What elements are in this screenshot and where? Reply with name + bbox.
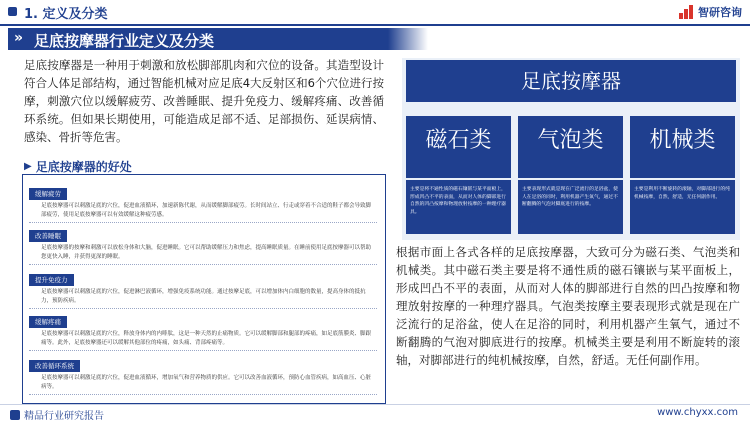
benefit-text: 足底按摩器的按摩和刺激可以放松身体和大脑，促进睡眠。它可以帮助缓解压力和焦虑，提高睡眠质量。在睡前使用足底按摩器可以帮助您更快入睡，并获得更深的睡眠。 — [29, 242, 377, 265]
page-title-bar — [8, 28, 388, 50]
category-mechanical: 机械类 — [630, 116, 735, 178]
benefit-title: 提升免疫力 — [29, 274, 74, 286]
section-marker-icon — [8, 7, 17, 16]
classification-paragraph: 根据市面上各式各样的足底按摩器，大致可分为磁石类、气泡类和机械类。其中磁石类主要是将不通性质的磁石镶嵌与某平面板上，形成凹凸不平的表面，从而对人体的脚部进行自然的凹凸按摩和物理放射按摩的一种理疗器具。气泡类按摩主要表现形式就是现在广泛流行的足浴盆，使人在足浴的同时，利用机器产生氧气，通过不断翻腾的气泡对脚底进行的按摩。机械类主要是利用不断旋转的滚轴，对脚部进行的纯机械按摩，自然，舒适。无任何副作用。 — [396, 245, 740, 367]
title-gradient — [388, 28, 428, 50]
brand-logo[interactable] — [679, 4, 742, 20]
brand-bars-icon — [679, 5, 695, 19]
category-magnet-desc: 主要是将不通性质的磁石镶嵌与某平面板上，形成凹凸不平的表面，从而对人体的脚部进行自然的凹凸按摩和物理放射按摩的一种理疗器具。 — [406, 180, 511, 234]
section-label: 1. 定义及分类 — [24, 7, 108, 22]
benefit-item — [29, 309, 377, 351]
benefit-title: 改善循环系统 — [29, 360, 80, 372]
benefit-text: 足底按摩器可以刺激足底的穴位，促进血液循环，加速新陈代谢，从而缓解脚部疲劳。长时间站立、行走或穿着不合适的鞋子都会导致脚部疲劳，使用足底按摩器可以有效缓解这种疲劳感。 — [29, 200, 377, 223]
brand-name: 智研咨询 — [698, 6, 742, 19]
benefit-text: 足底按摩器可以刺激足底的穴位，促进血液循环，增加氧气和营养物质的供应。它可以改善血液循环，预防心血管疾病，如高血压、心脏病等。 — [29, 372, 377, 395]
category-mechanical-desc: 主要是利用不断旋转的滚轴，对脚部进行的纯机械按摩，自然，舒适，无任何副作用。 — [630, 180, 735, 234]
benefit-item — [29, 181, 377, 223]
benefit-title: 缓解疼痛 — [29, 316, 67, 328]
category-magnet: 磁石类 — [406, 116, 511, 178]
double-chevron-icon: » — [14, 30, 24, 46]
category-bubble: 气泡类 — [518, 116, 623, 178]
triangle-right-icon: ▶ — [24, 161, 32, 172]
category-bubble-desc: 主要表现形式就是现在广泛流行的足浴盆，使人在足浴的同时，利用机器产生氧气，通过不断翻腾的气泡对脚底进行的按摩。 — [518, 180, 623, 234]
footer-left-label: 精品行业研究报告 — [24, 411, 104, 422]
benefits-panel — [22, 174, 386, 404]
benefit-text: 足底按摩器可以刺激足底的穴位，促进淋巴液循环，增强免疫系统功能。通过按摩足底，可以增加体内白细胞的数量，提高身体的抵抗力，预防疾病。 — [29, 286, 377, 309]
benefit-item — [29, 223, 377, 265]
footer-left — [10, 407, 104, 422]
benefits-heading — [24, 158, 132, 175]
benefit-item — [29, 267, 377, 309]
benefit-text: 足底按摩器可以刺激足底的穴位，释放身体内的内啡肽，这是一种天然的止痛物质。它可以缓解脚部和腿部的疼痛，如足底筋膜炎、脚跟痛等。此外，足底按摩器还可以缓解其他部位的疼痛，如头痛、背部疼痛等。 — [29, 328, 377, 351]
benefit-title: 缓解疲劳 — [29, 188, 67, 200]
page-title: 足底按摩器行业定义及分类 — [34, 32, 215, 50]
benefits-heading-label: 足底按摩器的好处 — [35, 160, 132, 174]
benefit-title: 改善睡眠 — [29, 230, 67, 242]
benefit-item — [29, 353, 377, 395]
footer-bar — [0, 404, 750, 423]
classification-root: 足底按摩器 — [406, 60, 736, 102]
top-header-bar — [0, 0, 750, 26]
report-icon — [10, 410, 20, 420]
footer-url-link[interactable]: www.chyxx.com — [657, 407, 738, 418]
definition-paragraph: 足底按摩器是一种用于刺激和放松脚部肌肉和穴位的设备。其造型设计符合人体足部结构，通过智能机械对应足底4大反射区和6个穴位进行按摩，刺激穴位以缓解疲劳、改善睡眠、提升免疫力、缓解疼痛、改善循环系统。但如果长期使用，可能造成足部不适、足部损伤、延误病情、感染、骨折等危害。 — [24, 58, 384, 144]
